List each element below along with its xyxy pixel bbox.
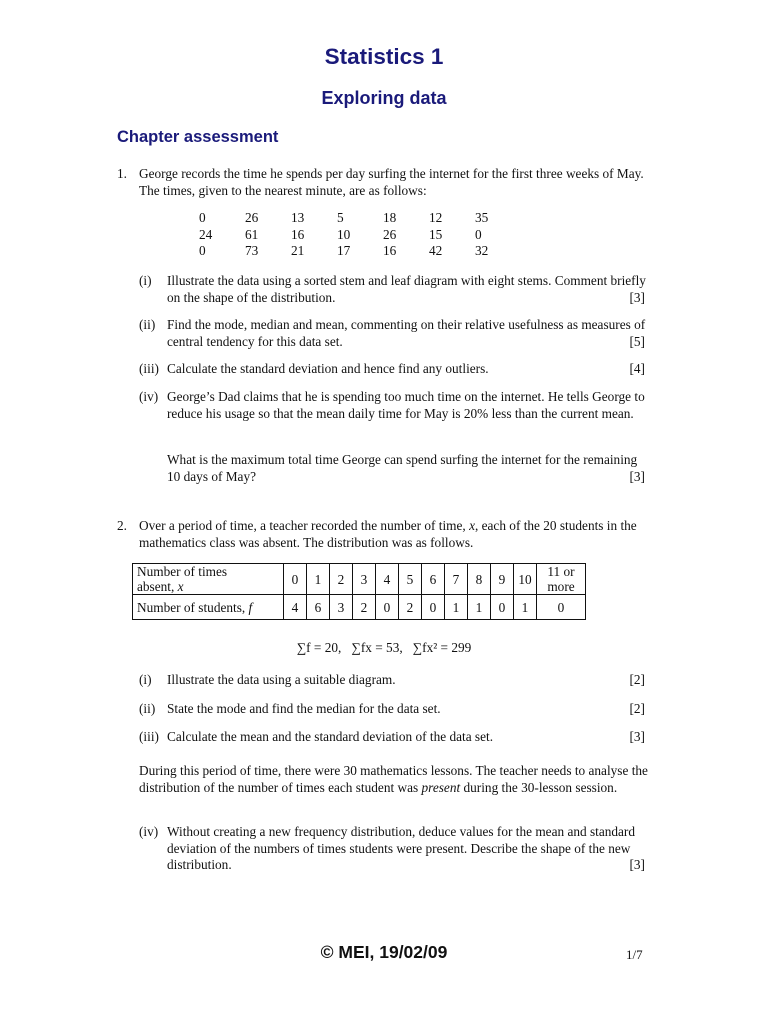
- x-cell: 1: [307, 564, 330, 595]
- part-marks: [3]: [629, 729, 645, 744]
- q1-part-iii: [139, 361, 649, 378]
- data-cell: 0: [199, 210, 206, 225]
- x-cell: 9: [491, 564, 514, 595]
- f-cell: 0: [376, 595, 399, 620]
- q2-number: 2.: [117, 518, 127, 533]
- x-cell: 8: [468, 564, 491, 595]
- row-header-x: [133, 564, 284, 595]
- page-number: 1/7: [626, 947, 643, 962]
- chapter-title: Exploring data: [321, 88, 447, 108]
- data-row: [199, 243, 521, 260]
- part-label: (iv): [139, 824, 159, 839]
- q2-intro: [139, 518, 651, 551]
- x-cell: 4: [376, 564, 399, 595]
- q1-data-grid: [199, 210, 521, 260]
- data-cell: 21: [291, 243, 305, 258]
- q1-part-i: [139, 273, 649, 306]
- x-cell: 0: [284, 564, 307, 595]
- part-label: (iv): [139, 389, 159, 404]
- part-text: State the mode and find the median for the data set.: [167, 701, 441, 716]
- data-row: [199, 227, 521, 244]
- table-row-x: [133, 564, 586, 595]
- data-cell: 16: [383, 243, 397, 258]
- data-cell: 13: [291, 210, 305, 225]
- f-cell: 0: [537, 595, 586, 620]
- f-cell: 3: [330, 595, 353, 620]
- variable-x: x: [469, 518, 475, 533]
- x-cell: 6: [422, 564, 445, 595]
- table-row-f: [133, 595, 586, 620]
- data-cell: 24: [199, 226, 213, 242]
- data-cell: 5: [337, 210, 344, 225]
- data-cell: 17: [337, 243, 351, 258]
- header-f-label: Number of students,: [137, 599, 249, 615]
- f-cell: 4: [284, 595, 307, 620]
- part-marks: [3]: [629, 857, 645, 872]
- q2-intro-start: Over a period of time, a teacher recorded the number of time,: [139, 518, 470, 533]
- q1-number: 1.: [117, 166, 127, 181]
- last-x-line-1: 11 or: [547, 564, 575, 579]
- frequency-table: [132, 563, 586, 620]
- f-cell: 2: [399, 595, 422, 620]
- q1-intro: George records the time he spends per day surfing the internet for the first three weeks of May. The times, given to the nearest minute, are as follows:: [139, 166, 644, 198]
- data-cell: 18: [383, 210, 397, 225]
- part-marks: [4]: [629, 361, 645, 376]
- part-marks: [5]: [629, 333, 645, 349]
- f-cell: 6: [307, 595, 330, 620]
- q2-part-i: [139, 672, 649, 689]
- x-cell: 5: [399, 564, 422, 595]
- section-heading: Chapter assessment: [117, 128, 279, 146]
- q1-part-iv-followup: [139, 452, 649, 485]
- sum-fx2: ∑fx² = 299: [412, 640, 472, 655]
- part-text: Illustrate the data using a suitable diagram.: [167, 672, 396, 687]
- summary-statistics: [0, 640, 768, 656]
- part-text: Find the mode, median and mean, commenting on their relative usefulness as measures of central tendency for this data set.: [167, 317, 646, 349]
- f-cell: 1: [514, 595, 537, 620]
- data-cell: 0: [199, 243, 206, 258]
- data-cell: 42: [429, 243, 443, 258]
- x-cell: 3: [353, 564, 376, 595]
- data-cell: 26: [245, 210, 259, 225]
- q2-part-iii: [139, 729, 649, 746]
- q2-part-ii: [139, 701, 649, 718]
- q1-part-iv: [139, 389, 649, 422]
- copyright-footer: © MEI, 19/02/09: [320, 942, 448, 962]
- data-cell: 73: [245, 243, 259, 258]
- part-marks: [3]: [629, 468, 645, 484]
- data-cell: 61: [245, 226, 259, 242]
- q2-context: [139, 763, 651, 796]
- part-text: What is the maximum total time George can spend surfing the internet for the remaining 10 days of May?: [167, 452, 638, 484]
- data-cell: 10: [337, 226, 351, 242]
- part-text: Illustrate the data using a sorted stem and leaf diagram with eight stems. Comment briefly on the shape of the distribution.: [167, 273, 646, 305]
- last-x-line-2: more: [547, 579, 575, 594]
- q2-part-iv: [139, 824, 649, 874]
- q1-part-ii: [139, 317, 649, 350]
- f-cell: 1: [468, 595, 491, 620]
- context-end: during the 30-lesson session.: [460, 779, 618, 795]
- data-cell: 0: [475, 226, 482, 242]
- header-line-2: absent,: [137, 579, 178, 594]
- part-label: (iii): [139, 729, 159, 744]
- emphasis-present: present: [421, 779, 461, 795]
- sum-fx: ∑fx = 53,: [351, 640, 403, 655]
- row-header-f: [133, 595, 284, 620]
- part-label: (i): [139, 672, 152, 687]
- x-cell-last: [537, 564, 586, 595]
- data-cell: 16: [291, 226, 305, 242]
- variable-x: x: [177, 579, 184, 594]
- part-marks: [2]: [629, 701, 645, 716]
- part-text: Calculate the standard deviation and hence find any outliers.: [167, 361, 489, 376]
- data-cell: 26: [383, 226, 397, 242]
- data-cell: 12: [429, 210, 443, 225]
- part-marks: [3]: [629, 289, 645, 305]
- variable-f: f: [248, 599, 253, 615]
- part-label: (iii): [139, 361, 159, 376]
- f-cell: 1: [445, 595, 468, 620]
- x-cell: 10: [514, 564, 537, 595]
- part-label: (ii): [139, 317, 156, 332]
- f-cell: 0: [422, 595, 445, 620]
- f-cell: 2: [353, 595, 376, 620]
- part-label: (i): [139, 273, 152, 288]
- part-text: Calculate the mean and the standard deviation of the data set.: [167, 729, 494, 744]
- data-row: [199, 210, 521, 227]
- x-cell: 2: [330, 564, 353, 595]
- q2-intro-end: , each of the 20 students in the mathematics class was absent. The distribution was as follows.: [139, 518, 637, 550]
- part-label: (ii): [139, 701, 156, 716]
- part-marks: [2]: [629, 672, 645, 687]
- data-cell: 35: [475, 210, 489, 225]
- page-title: Statistics 1: [324, 44, 444, 69]
- part-text: George’s Dad claims that he is spending too much time on the internet. He tells George to reduce his usage so that the mean daily time for May is 20% less than the current mean.: [167, 389, 645, 421]
- context-start: During this period of time, there were 30 mathematics lessons. The teacher needs to analyse the distribution of the number of times each student was: [139, 763, 648, 795]
- x-cell: 7: [445, 564, 468, 595]
- sum-f: ∑f = 20,: [296, 640, 342, 655]
- data-cell: 15: [429, 226, 443, 242]
- data-cell: 32: [475, 243, 489, 258]
- f-cell: 0: [491, 595, 514, 620]
- header-line-1: Number of times: [137, 564, 228, 579]
- part-text: Without creating a new frequency distribution, deduce values for the mean and standard deviation of the numbers of times students were present. Describe the shape of the new distribution.: [167, 824, 636, 872]
